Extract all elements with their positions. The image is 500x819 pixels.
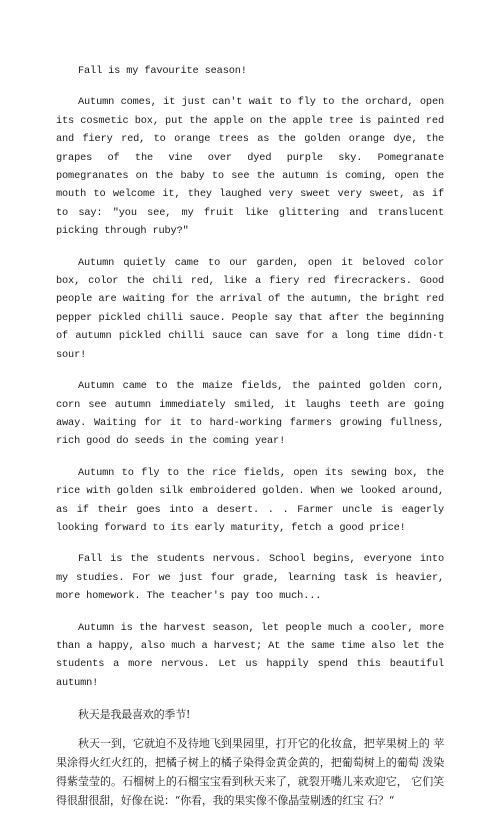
english-paragraph-3: Autumn came to the maize fields, the painted golden corn, corn see autumn immediately smiled, it laughs teeth are going away. Waiting for it to hard-working farmers growing fullness, rich good do seeds in the coming year! [56,380,444,448]
english-paragraph-5: Fall is the students nervous. School begins, everyone into my studies. For we just four grade, learning task is heavier, more homework. The teacher's pay too much... [56,553,444,603]
english-paragraph-2: Autumn quietly came to our garden, open it beloved color box, color the chili red, like a fiery red firecrackers. Good people are waiting for the arrival of the autumn, the bright red pepper pickled chilli sauce. People say that after the beginning of autumn pickled chilli sauce can save for a long time didn·t sour! [56,256,444,361]
document-body [56,62,444,819]
chinese-title: 秋天是我最喜欢的季节! [78,708,191,722]
english-paragraph-4: Autumn to fly to the rice fields, open its sewing box, the rice with golden silk embroidered golden. When we looked around, as if their goes into a desert. . . Farmer uncle is eagerly looking forward to its early maturity, fetch a good price! [56,466,444,534]
english-paragraph-1: Autumn comes, it just can't wait to fly to the orchard, open its cosmetic box, put the apple on the apple tree is painted red and fiery red, to orange trees as the golden orange dye, the grapes of the vine over dyed purple sky. Pomegranate pomegranates on the baby to see the autumn is coming, open the mouth to welcome it, they laughed very sweet very sweet, as if to say: "you see, my fruit like glittering and translucent picking through ruby?" [56,96,444,238]
english-paragraph-6: Autumn is the harvest season, let people much a cooler, more than a happy, also much a harvest; At the same time also let the students a more nervous. Let us happily spend this beautiful autumn! [56,621,444,689]
english-title: Fall is my favourite season! [78,65,247,77]
chinese-paragraph-1: 秋天一到，它就迫不及待地飞到果园里，打开它的化妆盒，把苹果树上的 苹果涂得火红火红的，把橘子树上的橘子染得金黄金黄的，把葡萄树上的葡萄 泼染得紫莹莹的。石榴树上的石榴宝宝看到秋天来了，就裂开嘴儿来欢迎它， 它们笑得很甜很甜，好像在说：“你看，我的果实像不像晶莹剔透的红宝 石？“ [56,737,444,808]
